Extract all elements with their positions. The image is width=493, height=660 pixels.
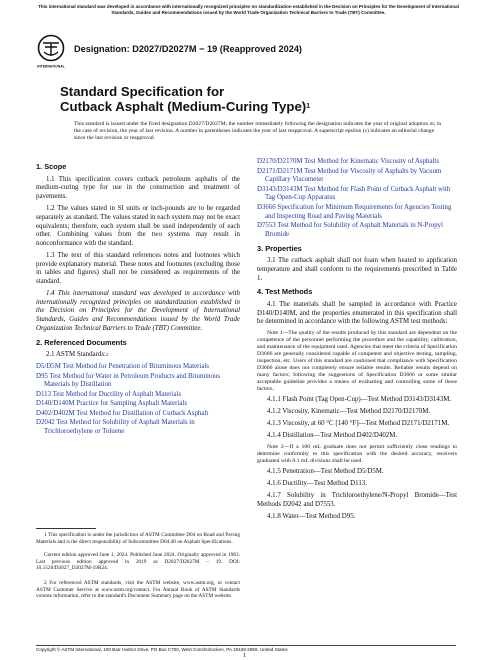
issued-note: This standard is issued under the fixed designation D2027/D2027M; the number immediately following the designation indicates the year of original adoption or, in the case of revision, the year of last revision. A number in parentheses indicates the year of last reapproval. A superscript epsilon (ε) indicates an editorial change since the last revision or reapproval.	[74, 121, 442, 141]
para-4-1: 4.1 The materials shall be sampled in accordance with Practice D140/D140M, and the properties enumerated in this specification shall be determined in accordance with the following ASTM test methods:	[257, 301, 457, 326]
reference-item[interactable]	[36, 391, 240, 400]
footer-divider	[36, 645, 456, 646]
referenced-documents-heading: 2. Referenced Documents	[36, 337, 127, 347]
reference-item[interactable]	[36, 373, 240, 390]
reference-code-link[interactable]: D2042	[36, 419, 55, 427]
para-2-1	[36, 351, 240, 360]
reference-code-link[interactable]: D402/D402M	[36, 409, 75, 417]
para-1-3: 1.3 The text of this standard references notes and footnotes which provide explanatory material. These notes and footnotes (excluding those in tables and figures) shall not be considered as requirements of the standard.	[36, 251, 240, 286]
reference-code-link[interactable]: D3143/D3143M	[257, 185, 303, 193]
reference-title[interactable]: Practice for Sampling Asphalt Materials	[76, 400, 188, 408]
tbt-notice: This international standard was developed in accordance with internationally recognized principles on standardization established in the Decision on Principles for the Development of International Standards, Guides and Recommendations issued by the World Trade Organization Technical Barriers to Trade (TBT) Committee.	[38, 4, 459, 15]
reference-code-link[interactable]: D140/D140M	[36, 400, 75, 408]
copyright-notice: Copyright © ASTM International, 100 Barr Harbor Drive, PO Box C700, West Conshohocken, PA 19428-2959. United States	[36, 647, 288, 652]
reference-title[interactable]: Test Method for Viscosity of Asphalts by Vacuum Capillary Viscometer	[265, 167, 442, 184]
reference-item[interactable]	[257, 222, 457, 239]
reference-item[interactable]	[36, 419, 240, 436]
reference-code-link[interactable]: D3666	[257, 203, 276, 211]
footnote-ref-2: 2	[105, 352, 109, 358]
para-4-1-3: 4.1.3 Viscosity, at 60 °C [140 °F]—Test Method D2171/D2171M.	[267, 420, 450, 428]
reference-title[interactable]: Test Method for Penetration of Bituminous Materials	[62, 363, 209, 371]
para-4-1-2: 4.1.2 Viscosity, Kinematic—Test Method D2170/D2170M.	[267, 408, 431, 416]
logo-text: INTERNATIONAL	[37, 64, 65, 69]
para-4-1-7: 4.1.7 Solubility in Trichloroethylene/N-Propyl Bromide—Test Methods D2042 and D7553.	[257, 492, 457, 509]
footnote-divider	[36, 528, 96, 529]
reference-code-link[interactable]: D5/D5M	[36, 363, 61, 371]
reference-item[interactable]	[257, 158, 457, 167]
footnote-2: 2 For referenced ASTM standards, visit the ASTM website, www.astm.org, or contact ASTM Customer Service at www.astm.org/contact. For Annual Book of ASTM Standards volume information, refer to the standard's Document Summary page on the ASTM website.	[36, 580, 240, 600]
page-title	[60, 84, 440, 114]
reference-title[interactable]: Test Method for Ductility of Asphalt Materials	[52, 390, 182, 398]
reference-title[interactable]: Test Method for Kinematic Viscosity of Asphalts	[304, 158, 440, 165]
para-4-1-1: 4.1.1 Flash Point (Tag Open-Cup)—Test Method D3143/D3143M.	[267, 396, 452, 404]
para-4-1-5: 4.1.5 Penetration—Test Method D5/D5M.	[267, 468, 384, 476]
para-1-4: 1.4 This international standard was developed in accordance with internationally recognized principles on standardization established in the Decision on Principles for the Development of International Standards, Guides and Recommendations issued by the World Trade Organization Technical Barriers to Trade (TBT) Committee.	[36, 290, 240, 332]
para-4-1-6: 4.1.6 Ductility—Test Method D113.	[267, 480, 367, 488]
reference-title[interactable]: Specification for Minimum Requirements for Agencies Testing and Inspecting Road and Paving Materials	[265, 203, 452, 220]
reference-code-link[interactable]: D95	[36, 372, 48, 380]
reference-title[interactable]: Test Method for Water in Petroleum Products and Bituminous Materials by Distillation	[44, 372, 221, 389]
designation: Designation: D2027/D2027M − 19 (Reapproved 2024)	[74, 44, 302, 54]
properties-heading: 3. Properties	[257, 243, 302, 253]
title-footnote-ref: 1	[306, 103, 311, 110]
footnote-1-edition: Current edition approved June 1, 2024. Published June 2024. Originally approved in 1963. Last previous edition approved in 2019 as D2027/D2027M – 19. DOI: 10.1520/D2027_D2027M-19R24.	[36, 552, 240, 572]
title-line-1: Standard Specification for	[60, 84, 225, 99]
reference-title[interactable]: Test Method for Solubility of Asphalt Materials in N-Propyl Bromide	[265, 222, 444, 238]
right-column	[257, 158, 457, 525]
reference-title[interactable]: Test Method for Solubility of Asphalt Materials in Trichloroethylene or Toluene	[44, 419, 195, 436]
para-1-1: 1.1 This specification covers cutback petroleum asphalts of the medium-curing type for use in the construction and treatment of pavements.	[36, 175, 240, 201]
reference-list-left	[36, 363, 240, 437]
page-number: 1	[243, 652, 247, 659]
test-methods-heading: 4. Test Methods	[257, 287, 313, 297]
scope-heading: 1. Scope	[36, 162, 67, 171]
para-4-1-8: 4.1.8 Water—Test Method D95.	[267, 513, 356, 521]
left-column	[36, 158, 240, 438]
reference-list-right	[257, 158, 457, 240]
reference-item[interactable]	[257, 168, 457, 185]
reference-code-link[interactable]: D7553	[257, 222, 276, 230]
note-1: Note 1—The quality of the results produced by this standard are dependent on the competence of the personnel performing the procedure and the capability, calibration, and maintenance of the equipment used. Agencies that meet the criteria of Specification D3666 are generally considered capable of competent and objective testing, sampling, inspection, etc. Users of this standard are cautioned that compliance with Specification D3666 alone does not completely ensure reliable results. Reliable results depend on many factors; following the suggestions of Specification D3666 or some similar acceptable guideline provides a means of evaluating and controlling some of those factors.	[257, 330, 457, 393]
reference-item[interactable]	[36, 363, 240, 372]
para-3-1: 3.1 The cutback asphalt shall not foam when heated to application temperature and shall conform to the requirements prescribed in Table 1.	[257, 257, 457, 282]
reference-title[interactable]: Test Method for Distillation of Cutback Asphalt	[76, 409, 209, 417]
title-main: Cutback Asphalt (Medium-Curing Type)	[60, 99, 307, 114]
astm-standards-label: 2.1 ASTM Standards:	[46, 351, 106, 359]
reference-code-link[interactable]: D2170/D2170M	[257, 158, 303, 165]
reference-item[interactable]	[257, 204, 457, 221]
reference-item[interactable]	[36, 410, 240, 419]
reference-code-link[interactable]: D113	[36, 390, 52, 398]
para-1-2: 1.2 The values stated in SI units or inch-pounds are to be regarded separately as standard. The values stated in each system may not be exact equivalents; therefore, each system shall be used independently of each other. Combining values from the two systems may result in nonconformance with the standard.	[36, 205, 240, 247]
reference-title[interactable]: Test Method for Flash Point of Cutback Asphalt with Tag Open-Cup Apparatus	[265, 185, 451, 202]
para-4-1-4: 4.1.4 Distillation—Test Method D402/D402M.	[267, 432, 398, 440]
reference-item[interactable]	[257, 186, 457, 203]
reference-code-link[interactable]: D2171/D2171M	[257, 167, 303, 175]
note-2: Note 2—If a 100 mL graduate does not permit sufficiently close readings to determine conformity to this specification with the desired accuracy, receivers graduated with 0.1 mL divisions shall be used.	[257, 444, 457, 465]
title-line-2	[60, 99, 440, 114]
astm-logo-icon	[36, 34, 66, 72]
footnote-1: 1 This specification is under the jurisdiction of ASTM Committee D04 on Road and Paving Materials and is the direct responsibility of Subcommittee D04.40 on Asphalt Specifications.	[36, 532, 240, 545]
reference-item[interactable]	[36, 400, 240, 409]
